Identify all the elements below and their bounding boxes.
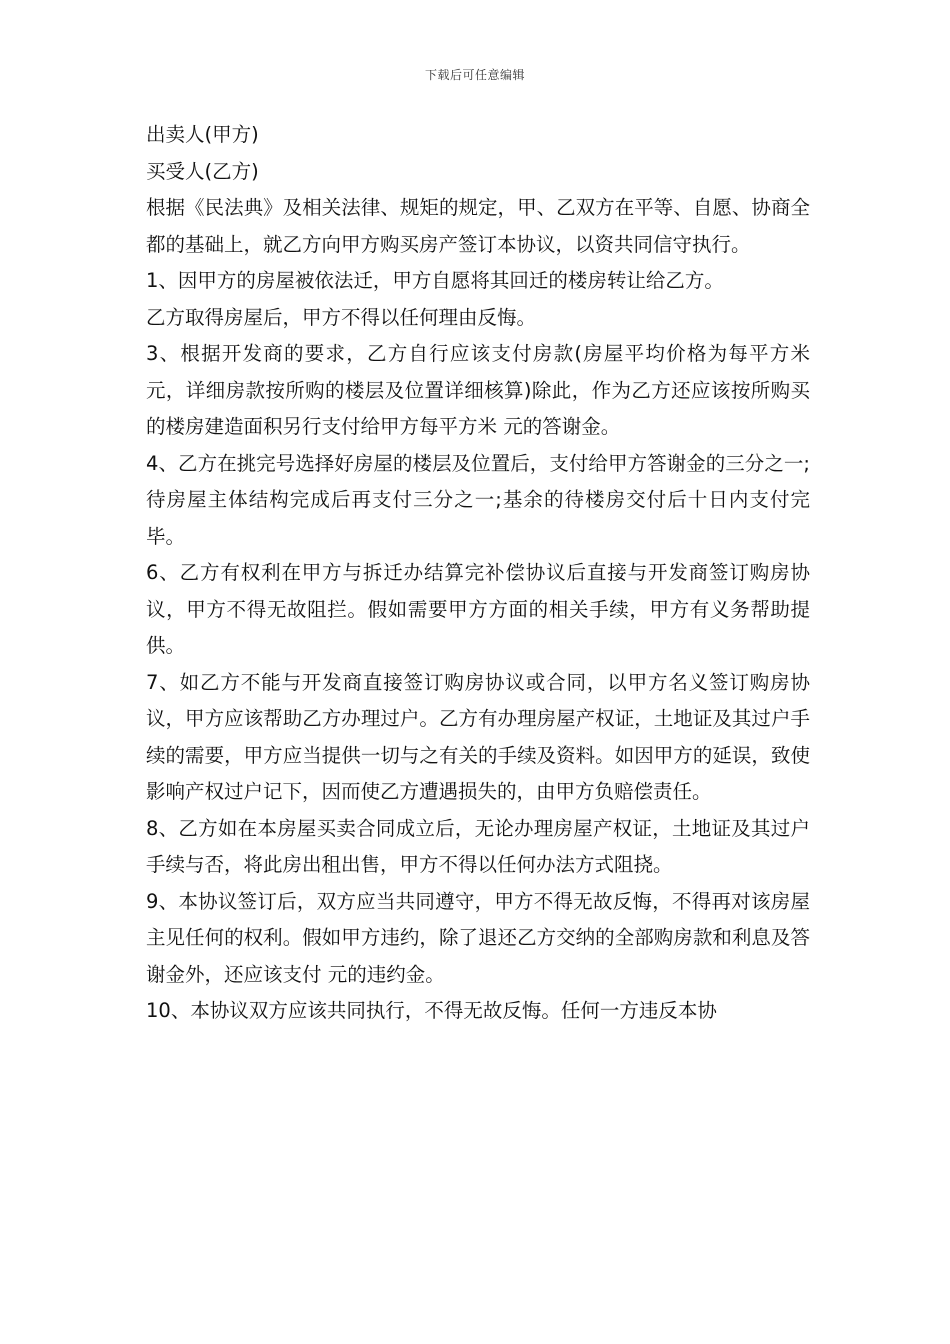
buyer-line: 买受人(乙方) (146, 159, 259, 183)
seller-line: 出卖人(甲方) (146, 123, 259, 146)
clause-4: 4、乙方在挑完号选择好房屋的楼层及位置后，支付给甲方答谢金的三分之一;待房屋主体结构完成后再支付三分之一;基余的待楼房交付后十日内支付完毕。 (146, 451, 810, 548)
clause-10: 10、本协议双方应该共同执行，不得无故反悔。任何一方违反本协 (146, 999, 717, 1022)
document-body (146, 117, 810, 1030)
preamble-paragraph: 根据《民法典》及相关法律、规矩的规定，甲、乙双方在平等、自愿、协商全都的基础上，就乙方向甲方购买房产签订本协议，以资共同信守执行。 (146, 196, 810, 256)
page-header-note: 下载后可任意编辑 (424, 68, 525, 82)
clause-8: 8、乙方如在本房屋买卖合同成立后，无论办理房屋产权证，土地证及其过户手续与否，将此房出租出售，甲方不得以任何办法方式阻挠。 (146, 816, 810, 876)
clause-1: 1、因甲方的房屋被依法迁，甲方自愿将其回迁的楼房转让给乙方。 (146, 269, 724, 292)
clause-9: 9、本协议签订后，双方应当共同遵守，甲方不得无故反悔，不得再对该房屋主见任何的权利。假如甲方违约，除了退还乙方交纳的全部购房款和利息及答谢金外，还应该支付 元的违约金。 (146, 889, 810, 986)
clause-6: 6、乙方有权利在甲方与拆迁办结算完补偿协议后直接与开发商签订购房协议，甲方不得无故阻拦。假如需要甲方方面的相关手续，甲方有义务帮助提供。 (146, 561, 810, 657)
clause-1-continued: 乙方取得房屋后，甲方不得以任何理由反悔。 (146, 305, 537, 329)
clause-3: 3、根据开发商的要求，乙方自行应该支付房款(房屋平均价格为每平方米 元，详细房款按所购的楼层及位置详细核算)除此，作为乙方还应该按所购买的楼房建造面积另行支付给甲方每平方米 元的答谢金。 (146, 342, 810, 438)
clause-7: 7、如乙方不能与开发商直接签订购房协议或合同，以甲方名义签订购房协议，甲方应该帮助乙方办理过户。乙方有办理房屋产权证，土地证及其过户手续的需要，甲方应当提供一切与之有关的手续及资料。如因甲方的延误，致使影响产权过户记下，因而使乙方遭遇损失的，由甲方负赔偿责任。 (146, 670, 810, 803)
